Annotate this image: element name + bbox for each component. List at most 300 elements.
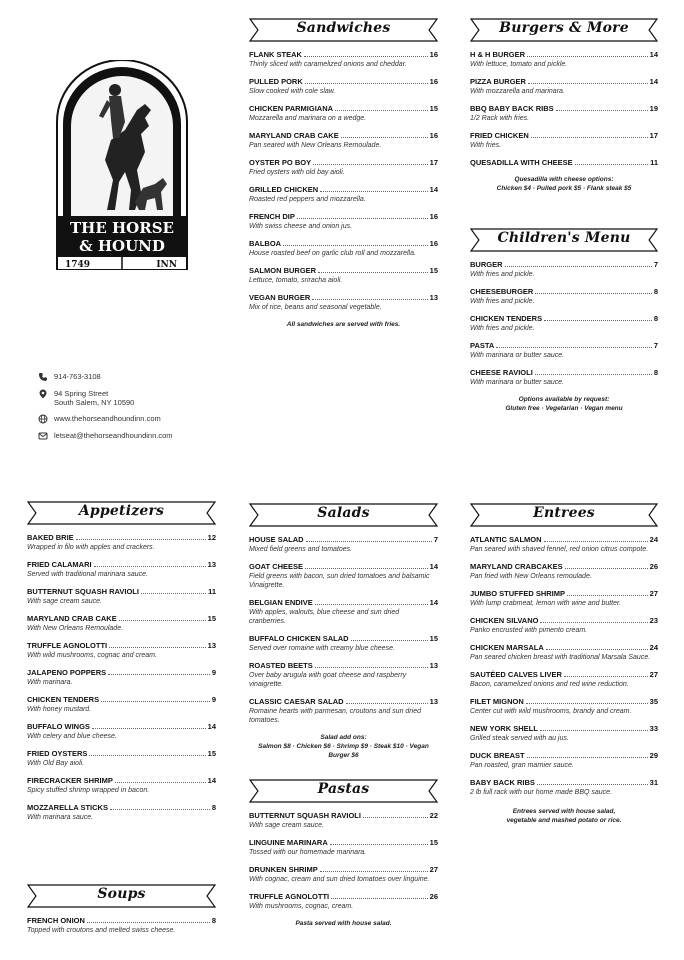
menu-item-price: 27 xyxy=(649,670,658,679)
menu-item-description: Panko encrusted with pimento cream. xyxy=(470,627,588,634)
logo-inn: INN xyxy=(156,260,177,270)
section-note: Salmon $8 · Chicken $6 · Shrimp $9 · Steak $10 · Vegan Burger $6 xyxy=(258,743,429,759)
menu-item-name: FRENCH DIP xyxy=(249,212,295,221)
menu-item-price: 16 xyxy=(429,77,438,86)
menu-item-price: 19 xyxy=(649,104,658,113)
menu-item xyxy=(249,239,438,258)
menu-item-description: With marinara. xyxy=(27,679,73,686)
menu-item-description: With marinara sauce. xyxy=(27,814,94,821)
website-link[interactable]: www.thehorseandhoundinn.com xyxy=(54,414,161,423)
dotted-leader xyxy=(92,728,206,729)
dotted-leader xyxy=(564,676,648,677)
menu-item-description: Pan roasted, gran marnier sauce. xyxy=(470,762,574,769)
menu-item-price: 14 xyxy=(649,77,658,86)
section-note: Gluten free · Vegetarian · Vegan menu xyxy=(505,405,623,412)
menu-item-price: 31 xyxy=(649,778,658,787)
dotted-leader xyxy=(505,266,652,267)
logo-year: 1749 xyxy=(65,260,91,270)
address-line1: 94 Spring Street xyxy=(54,389,109,398)
phone-icon xyxy=(38,372,48,382)
menu-item-price: 7 xyxy=(653,260,658,269)
menu-item-name: GOAT CHEESE xyxy=(249,562,304,571)
menu-item xyxy=(470,260,658,279)
section-banner xyxy=(470,503,658,527)
dotted-leader xyxy=(119,620,206,621)
restaurant-logo xyxy=(55,60,189,270)
email-link[interactable]: letseat@thehorseandhoundinn.com xyxy=(54,431,173,440)
dotted-leader xyxy=(528,83,648,84)
dotted-leader xyxy=(108,674,210,675)
menu-item-name: TRUFFLE AGNOLOTTI xyxy=(249,892,330,901)
menu-item-price: 12 xyxy=(207,533,216,542)
menu-item-name: ROASTED BEETS xyxy=(249,661,313,670)
menu-item-description: With lump crabmeat, lemon with wine and butter. xyxy=(470,600,622,607)
menu-item-price: 11 xyxy=(208,587,216,596)
section-title: Entrees xyxy=(533,505,595,521)
menu-item xyxy=(27,614,216,633)
email-icon xyxy=(38,431,48,441)
menu-item-description: Slow cooked with cole slaw. xyxy=(249,88,336,95)
menu-item xyxy=(470,314,658,333)
menu-item-price: 16 xyxy=(429,239,438,248)
menu-item xyxy=(470,589,658,608)
dotted-leader xyxy=(544,541,648,542)
dotted-leader xyxy=(305,568,428,569)
menu-item-description: Pan seared with New Orleans Remoulade. xyxy=(249,142,382,149)
menu-item-price: 26 xyxy=(649,562,658,571)
dotted-leader xyxy=(346,703,428,704)
menu-item-name: BUTTERNUT SQUASH RAVIOLI xyxy=(249,811,361,820)
menu-item-description: Pan seared chicken breast with traditional Marsala Sauce. xyxy=(470,654,651,661)
menu-item-price: 8 xyxy=(653,368,658,377)
menu-item-name: FRIED CALAMARI xyxy=(27,560,92,569)
menu-item-price: 14 xyxy=(207,776,216,785)
menu-item-description: With New Orleans Remoulade. xyxy=(27,625,124,632)
menu-item-description: Lettuce, tomato, sriracha aioli. xyxy=(249,277,343,284)
menu-item-name: H & H BURGER xyxy=(470,50,526,59)
menu-item-name: DUCK BREAST xyxy=(470,751,525,760)
menu-item xyxy=(470,77,658,96)
menu-item-name: MARYLAND CRAB CAKE xyxy=(249,131,339,140)
menu-item xyxy=(249,634,438,653)
menu-item-name: JUMBO STUFFED SHRIMP xyxy=(470,589,566,598)
menu-item-name: CHEESE RAVIOLI xyxy=(470,368,533,377)
menu-item-price: 22 xyxy=(429,811,438,820)
menu-item-price: 15 xyxy=(207,749,216,758)
section-banner xyxy=(470,18,658,42)
section-banner xyxy=(249,503,438,527)
section-note: Chicken $4 · Pulled pork $5 · Flank steak $5 xyxy=(496,185,632,192)
menu-item-name: GRILLED CHICKEN xyxy=(249,185,319,194)
menu-item xyxy=(470,50,658,69)
menu-item xyxy=(470,368,658,387)
menu-item-name: CLASSIC CAESAR SALAD xyxy=(249,697,344,706)
menu-item xyxy=(249,185,438,204)
section-title: Appetizers xyxy=(78,503,165,519)
section-title: Salads xyxy=(317,505,370,521)
dotted-leader xyxy=(76,539,206,540)
menu-item-name: BALBOA xyxy=(249,239,282,248)
section-title: Burgers & More xyxy=(499,20,629,36)
menu-item xyxy=(27,722,216,741)
menu-item xyxy=(249,562,438,590)
logo-line2: & HOUND xyxy=(79,237,165,255)
dotted-leader xyxy=(565,568,648,569)
menu-item-price: 13 xyxy=(429,293,438,302)
section-title: Soups xyxy=(97,886,146,902)
dotted-leader xyxy=(526,703,648,704)
menu-item xyxy=(470,670,658,689)
menu-item-price: 8 xyxy=(211,803,216,812)
dotted-leader xyxy=(109,647,206,648)
menu-item-price: 33 xyxy=(649,724,658,733)
dotted-leader xyxy=(312,299,427,300)
menu-item-name: TRUFFLE AGNOLOTTI xyxy=(27,641,108,650)
menu-item-name: BUFFALO CHICKEN SALAD xyxy=(249,634,349,643)
menu-item-description: 1/2 Rack with fries. xyxy=(470,115,530,122)
menu-item xyxy=(249,865,438,884)
section-note-line2: vegetable and mashed potato or rice. xyxy=(506,817,622,824)
contact-email xyxy=(38,431,238,441)
menu-item-description: With mozzarella and marinara. xyxy=(470,88,565,95)
menu-item-price: 9 xyxy=(211,668,216,677)
dotted-leader xyxy=(341,137,428,138)
menu-item-price: 14 xyxy=(649,50,658,59)
menu-item-name: BELGIAN ENDIVE xyxy=(249,598,313,607)
dotted-leader xyxy=(101,701,210,702)
menu-item-description: With fries and pickle. xyxy=(470,298,535,305)
menu-item-name: FILET MIGNON xyxy=(470,697,524,706)
menu-item-price: 15 xyxy=(429,266,438,275)
menu-item-description: Thinly sliced with caramelized onions and cheddar. xyxy=(249,61,407,68)
contact-phone xyxy=(38,372,238,382)
menu-item xyxy=(470,724,658,743)
menu-item-description: With fries and pickle. xyxy=(470,325,535,332)
menu-item-description: Center cut with wild mushrooms, brandy and cream. xyxy=(470,708,632,715)
section-banner xyxy=(27,884,216,908)
menu-item xyxy=(27,695,216,714)
menu-item xyxy=(470,616,658,635)
menu-item-name: FIRECRACKER SHRIMP xyxy=(27,776,113,785)
phone-link[interactable]: 914-763-3108 xyxy=(54,372,101,381)
menu-item xyxy=(470,131,658,150)
dotted-leader xyxy=(87,922,210,923)
menu-item-price: 13 xyxy=(429,661,438,670)
menu-item-description: With Old Bay aioli. xyxy=(27,760,85,767)
menu-item-description: House roasted beef on garlic club roll and mozzarella. xyxy=(249,250,416,257)
menu-item xyxy=(249,212,438,231)
menu-item-name: PASTA xyxy=(470,341,495,350)
menu-item-description: Bacon, caramelized onions and red wine reduction. xyxy=(470,681,629,688)
horse-and-rider-emblem xyxy=(55,60,189,270)
menu-item-name: PIZZA BURGER xyxy=(470,77,526,86)
salads-section xyxy=(249,503,438,760)
section-note-line1: Entrees served with house salad, xyxy=(512,808,616,815)
menu-item-name: CHICKEN TENDERS xyxy=(470,314,543,323)
globe-icon xyxy=(38,414,48,424)
menu-item-price: 17 xyxy=(649,131,658,140)
menu-item-name: FRIED CHICKEN xyxy=(470,131,529,140)
menu-item-description: Served over romaine with creamy blue cheese. xyxy=(249,645,395,652)
menu-item xyxy=(249,697,438,725)
menu-item xyxy=(27,668,216,687)
menu-item-name: FRIED OYSTERS xyxy=(27,749,88,758)
menu-item-description: Pan seared with shaved fennel, red onion citrus compote. xyxy=(470,546,649,553)
menu-item-price: 23 xyxy=(649,616,658,625)
sandwiches-section xyxy=(249,18,438,329)
menu-item xyxy=(27,749,216,768)
menu-item-description: Topped with croutons and melted swiss cheese. xyxy=(27,927,176,934)
menu-item-description: Mix of rice, beans and seasonal vegetable. xyxy=(249,304,382,311)
menu-item-description: Roasted red peppers and mozzarella. xyxy=(249,196,366,203)
menu-item-description: With lettuce, tomato and pickle. xyxy=(470,61,568,68)
menu-item-description: Pan fried with New Orleans remoulade. xyxy=(470,573,592,580)
menu-item-price: 16 xyxy=(429,131,438,140)
dotted-leader xyxy=(318,272,428,273)
menu-item-description: With mushrooms, cognac, cream. xyxy=(249,903,354,910)
menu-item xyxy=(470,751,658,770)
menu-item xyxy=(470,535,658,554)
menu-item xyxy=(470,697,658,716)
menu-item-name: MARYLAND CRAB CAKE xyxy=(27,614,117,623)
dotted-leader xyxy=(535,293,651,294)
menu-item-name: NEW YORK SHELL xyxy=(470,724,538,733)
entrees-section xyxy=(470,503,658,825)
section-note: All sandwiches are served with fries. xyxy=(286,321,401,328)
section-title: Children's Menu xyxy=(497,230,631,246)
menu-item-description: Tossed with our homemade marinara. xyxy=(249,849,367,856)
section-title: Pastas xyxy=(317,781,370,797)
menu-item-name: CHICKEN SILVANO xyxy=(470,616,539,625)
dotted-leader xyxy=(537,784,648,785)
section-banner xyxy=(470,228,658,252)
menu-item xyxy=(27,533,216,552)
dotted-leader xyxy=(331,898,428,899)
dotted-leader xyxy=(320,871,428,872)
section-note-title: Options available by request: xyxy=(518,396,610,403)
menu-item-name: BAKED BRIE xyxy=(27,533,74,542)
menu-item-price: 26 xyxy=(429,892,438,901)
menu-item-description: With fries. xyxy=(470,142,502,149)
menu-item-name: OYSTER PO BOY xyxy=(249,158,312,167)
dotted-leader xyxy=(496,347,652,348)
menu-item xyxy=(470,341,658,360)
menu-item xyxy=(249,598,438,626)
menu-item xyxy=(27,803,216,822)
menu-item-description: 2 lb full rack with our home made BBQ sauce. xyxy=(470,789,613,796)
menu-item-price: 16 xyxy=(429,50,438,59)
menu-item-price: 27 xyxy=(429,865,438,874)
menu-item-name: CHEESEBURGER xyxy=(470,287,534,296)
menu-item xyxy=(249,535,438,554)
menu-item-price: 13 xyxy=(429,697,438,706)
menu-item-price: 24 xyxy=(649,535,658,544)
dotted-leader xyxy=(283,245,428,246)
menu-item-price: 17 xyxy=(429,158,438,167)
menu-item-name: BABY BACK RIBS xyxy=(470,778,535,787)
contact-address xyxy=(38,389,238,407)
menu-item xyxy=(470,643,658,662)
menu-item-description: Grilled steak served with au jus. xyxy=(470,735,569,742)
menu-item-price: 29 xyxy=(649,751,658,760)
menu-item xyxy=(249,158,438,177)
menu-item-name: FLANK STEAK xyxy=(249,50,302,59)
menu-item-name: CHICKEN MARSALA xyxy=(470,643,544,652)
menu-item-price: 27 xyxy=(649,589,658,598)
menu-item-name: BUFFALO WINGS xyxy=(27,722,90,731)
dotted-leader xyxy=(315,604,428,605)
dotted-leader xyxy=(89,755,205,756)
menu-item-description: With apples, walnuts, blue cheese and sun dried cranberries. xyxy=(249,609,400,625)
dotted-leader xyxy=(335,110,428,111)
soups-section xyxy=(27,884,216,943)
menu-item-name: BBQ BABY BACK RIBS xyxy=(470,104,554,113)
menu-item xyxy=(27,916,216,935)
menu-item xyxy=(470,104,658,123)
menu-item-name: VEGAN BURGER xyxy=(249,293,311,302)
dotted-leader xyxy=(544,320,652,321)
menu-item-price: 7 xyxy=(433,535,438,544)
section-banner xyxy=(249,779,438,803)
menu-item-price: 35 xyxy=(649,697,658,706)
dotted-leader xyxy=(531,137,648,138)
pastas-section xyxy=(249,779,438,928)
menu-item-name: MARYLAND CRABCAKES xyxy=(470,562,563,571)
dotted-leader xyxy=(305,83,428,84)
dotted-leader xyxy=(306,541,432,542)
menu-item xyxy=(249,266,438,285)
menu-item-name: BURGER xyxy=(470,260,503,269)
menu-item-description: Wrapped in filo with apples and crackers. xyxy=(27,544,155,551)
menu-item-description: With cognac, cream and sun dried tomatoes over linguine. xyxy=(249,876,430,883)
menu-item-price: 15 xyxy=(429,104,438,113)
menu-item-price: 14 xyxy=(429,562,438,571)
section-note: Pasta served with house salad. xyxy=(295,920,392,927)
menu-item-description: Served with traditional marinara sauce. xyxy=(27,571,149,578)
childrens-menu-section xyxy=(470,228,658,413)
dotted-leader xyxy=(527,757,648,758)
dotted-leader xyxy=(304,56,428,57)
menu-item-price: 15 xyxy=(207,614,216,623)
menu-item xyxy=(470,778,658,797)
menu-item-price: 14 xyxy=(429,185,438,194)
menu-item-description: Mozzarella and marinara on a wedge. xyxy=(249,115,367,122)
menu-item-name: FRENCH ONION xyxy=(27,916,85,925)
dotted-leader xyxy=(297,218,428,219)
menu-item-price: 8 xyxy=(211,916,216,925)
menu-item-description: Field greens with bacon, sun dried tomatoes and balsamic Vinaigrette. xyxy=(249,573,430,589)
menu-item xyxy=(249,892,438,911)
menu-item-name: SALMON BURGER xyxy=(249,266,317,275)
dotted-leader xyxy=(527,56,648,57)
contact-info xyxy=(38,372,238,448)
menu-item-description: With fries and pickle. xyxy=(470,271,535,278)
menu-item-price: 14 xyxy=(207,722,216,731)
dotted-leader xyxy=(540,730,648,731)
dotted-leader xyxy=(535,374,652,375)
dotted-leader xyxy=(313,164,428,165)
menu-item xyxy=(27,560,216,579)
menu-item-description: Mixed field greens and tomatoes. xyxy=(249,546,353,553)
dotted-leader xyxy=(575,164,648,165)
menu-item-name: JALAPENO POPPERS xyxy=(27,668,107,677)
menu-item-name: HOUSE SALAD xyxy=(249,535,304,544)
menu-item-price: 14 xyxy=(429,598,438,607)
menu-item-description: With wild mushrooms, cognac and cream. xyxy=(27,652,157,659)
menu-item xyxy=(27,776,216,795)
dotted-leader xyxy=(363,817,428,818)
menu-item xyxy=(470,287,658,306)
menu-item-description: With honey mustard. xyxy=(27,706,92,713)
logo-line1: THE HORSE xyxy=(70,219,174,237)
menu-item-description: With marinara or butter sauce. xyxy=(470,379,565,386)
menu-item-description: Fried oysters with old bay aioli. xyxy=(249,169,345,176)
menu-item-price: 8 xyxy=(653,314,658,323)
menu-item xyxy=(249,293,438,312)
dotted-leader xyxy=(351,640,428,641)
menu-item xyxy=(249,50,438,69)
menu-item xyxy=(470,158,658,167)
menu-item-price: 11 xyxy=(650,158,658,167)
menu-item xyxy=(27,641,216,660)
dotted-leader xyxy=(315,667,428,668)
menu-item-description: With sage cream sauce. xyxy=(27,598,103,605)
section-banner xyxy=(249,18,438,42)
menu-item xyxy=(27,587,216,606)
menu-item-price: 16 xyxy=(429,212,438,221)
menu-item-description: Spicy stuffed shrimp wrapped in bacon. xyxy=(27,787,150,794)
address-line2: South Salem, NY 10590 xyxy=(54,398,135,407)
dotted-leader xyxy=(115,782,206,783)
menu-item-price: 9 xyxy=(211,695,216,704)
menu-item-price: 15 xyxy=(429,634,438,643)
menu-item-description: With marinara or butter sauce. xyxy=(470,352,565,359)
contact-website xyxy=(38,414,238,424)
menu-item-price: 7 xyxy=(653,341,658,350)
dotted-leader xyxy=(540,622,647,623)
menu-item-name: MOZZARELLA STICKS xyxy=(27,803,108,812)
menu-item xyxy=(249,104,438,123)
menu-item-description: With swiss cheese and onion jus. xyxy=(249,223,353,230)
appetizers-section xyxy=(27,501,216,830)
menu-item xyxy=(470,562,658,581)
section-note-title: Salad add ons: xyxy=(320,734,367,741)
menu-item-name: BUTTERNUT SQUASH RAVIOLI xyxy=(27,587,139,596)
menu-item-price: 24 xyxy=(649,643,658,652)
menu-item xyxy=(249,661,438,689)
section-banner xyxy=(27,501,216,525)
burgers-section xyxy=(470,18,658,193)
dotted-leader xyxy=(141,593,206,594)
menu-item-price: 13 xyxy=(207,641,216,650)
menu-item-price: 15 xyxy=(429,838,438,847)
menu-item-name: QUESADILLA WITH CHEESE xyxy=(470,158,573,167)
dotted-leader xyxy=(546,649,648,650)
menu-item xyxy=(249,838,438,857)
location-pin-icon xyxy=(38,389,48,399)
menu-item-name: SAUTÉED CALVES LIVER xyxy=(470,670,562,679)
dotted-leader xyxy=(556,110,648,111)
menu-item-description: With celery and blue cheese. xyxy=(27,733,117,740)
menu-item-name: PULLED PORK xyxy=(249,77,303,86)
menu-item-price: 8 xyxy=(653,287,658,296)
section-note-title: Quesadilla with cheese options: xyxy=(514,176,614,183)
menu-item-name: LINGUINE MARINARA xyxy=(249,838,328,847)
menu-item-name: CHICKEN TENDERS xyxy=(27,695,100,704)
dotted-leader xyxy=(320,191,427,192)
menu-item xyxy=(249,77,438,96)
menu-item xyxy=(249,131,438,150)
